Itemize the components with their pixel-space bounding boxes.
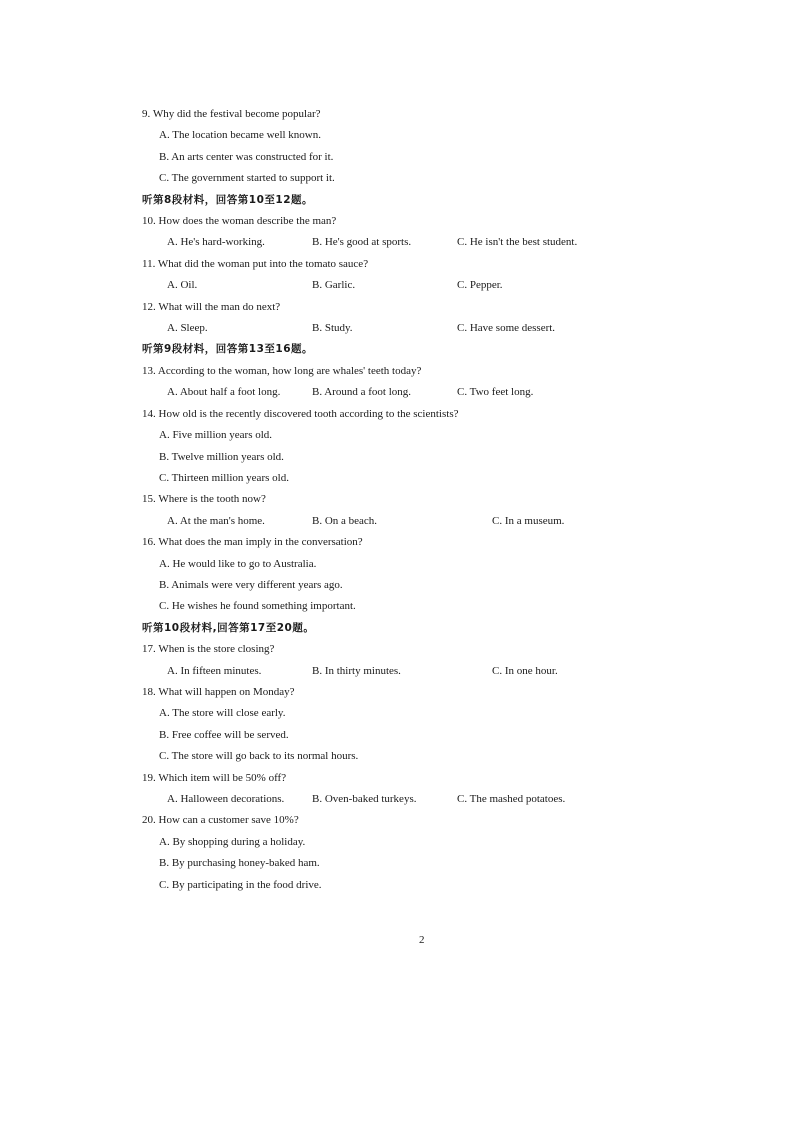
answer-option: C. The government started to support it. [159,172,335,185]
question-16 [142,532,662,618]
answer-option: A. At the man's home. [167,514,265,527]
question-text: What will happen on Monday? [158,685,295,698]
answer-option: B. An arts center was constructed for it. [159,150,334,163]
question-18 [142,682,662,768]
answer-option: B. On a beach. [312,514,378,527]
answer-option: A. The store will close early. [159,707,286,720]
answer-options [142,554,662,618]
question-12 [142,297,662,340]
answer-option: A. Halloween decorations. [167,793,285,805]
question-9 [142,104,662,190]
answer-option: B. Oven-baked turkeys. [312,793,417,805]
answer-option: B. Animals were very different years ago. [159,578,343,591]
answer-option: B. Around a foot long. [312,386,411,399]
question-text: Which item will be 50% off? [158,771,287,784]
answer-option: B. He's good at sports. [312,236,412,249]
question-11 [142,254,662,297]
answer-option: B. In thirty minutes. [312,664,401,677]
answer-options [142,275,662,296]
answer-option: C. Thirteen million years old. [159,471,289,484]
question-number: 19. [142,771,156,784]
answer-option: B. Free coffee will be served. [159,728,289,741]
page-number: 2 [419,934,425,946]
answer-option: C. By participating in the food drive. [159,878,322,891]
answer-options [142,661,662,682]
question-text: How can a customer save 10%? [158,814,299,827]
answer-options [142,832,662,896]
question-19 [142,768,662,811]
answer-option: C. Two feet long. [457,386,534,399]
question-stem [142,768,662,789]
question-number: 13. [142,364,156,377]
question-stem [142,211,662,232]
question-stem [142,297,662,318]
answer-options [142,232,662,253]
question-stem [142,810,662,831]
answer-option: A. Sleep. [167,322,208,335]
question-text: What does the man imply in the conversation? [158,536,363,549]
answer-option: C. The mashed potatoes. [457,793,566,805]
answer-option: B. Study. [312,322,353,335]
answer-option: A. Five million years old. [159,429,273,442]
question-text: How does the woman describe the man? [158,215,337,228]
answer-options [142,511,662,532]
question-number: 16. [142,536,156,549]
answer-option: C. The store will go back to its normal hours. [159,750,359,763]
question-number: 18. [142,685,156,698]
question-stem [142,361,662,382]
question-number: 20. [142,814,156,827]
question-stem [142,639,662,660]
question-number: 9. [142,108,151,120]
question-15 [142,489,662,532]
question-text: How old is the recently discovered tooth according to the scientists? [158,407,459,420]
answer-option: A. He's hard-working. [167,236,265,249]
question-number: 11. [142,257,156,270]
answer-option: C. Pepper. [457,279,503,292]
question-text: Why did the festival become popular? [152,108,321,120]
answer-option: A. The location became well known. [159,129,321,142]
answer-option: A. He would like to go to Australia. [159,557,317,570]
question-stem [142,489,662,510]
answer-option: A. Oil. [167,279,198,292]
answer-option: A. About half a foot long. [167,386,281,399]
answer-options [142,125,662,189]
answer-option: B. Garlic. [312,279,356,292]
answer-options [142,703,662,767]
answer-option: A. In fifteen minutes. [167,664,262,677]
question-stem [142,532,662,553]
section-heading: 听第10段材料,回答第17至20题。 [142,621,315,634]
listening-questions [142,104,662,896]
answer-options [142,425,662,489]
question-number: 12. [142,300,156,313]
question-number: 10. [142,215,156,228]
question-20 [142,810,662,896]
question-text: What did the woman put into the tomato sauce? [157,257,369,270]
answer-option: B. Twelve million years old. [159,450,284,463]
answer-option: C. He wishes he found something important. [159,600,356,613]
answer-option: A. By shopping during a holiday. [159,835,306,848]
section-heading: 听第8段材料，回答第10至12题。 [142,193,314,206]
question-17 [142,639,662,682]
answer-options [142,382,662,403]
question-number: 17. [142,643,156,656]
question-10 [142,211,662,254]
question-text: According to the woman, how long are whales' teeth today? [157,364,422,377]
question-13 [142,361,662,404]
answer-options [142,789,662,810]
question-text: When is the store closing? [158,643,275,656]
answer-option: B. By purchasing honey-baked ham. [159,857,320,870]
question-stem [142,254,662,275]
question-text: What will the man do next? [158,300,281,313]
answer-option: C. Have some dessert. [457,322,556,335]
answer-option: C. In one hour. [492,664,558,677]
answer-option: C. He isn't the best student. [457,236,578,249]
question-stem [142,104,662,125]
question-stem [142,682,662,703]
question-stem [142,404,662,425]
answer-option: C. In a museum. [492,514,565,527]
section-heading: 听第9段材料，回答第13至16题。 [142,343,314,356]
question-text: Where is the tooth now? [158,493,266,506]
question-14 [142,404,662,490]
question-number: 14. [142,407,156,420]
answer-options [142,318,662,339]
question-number: 15. [142,493,156,506]
